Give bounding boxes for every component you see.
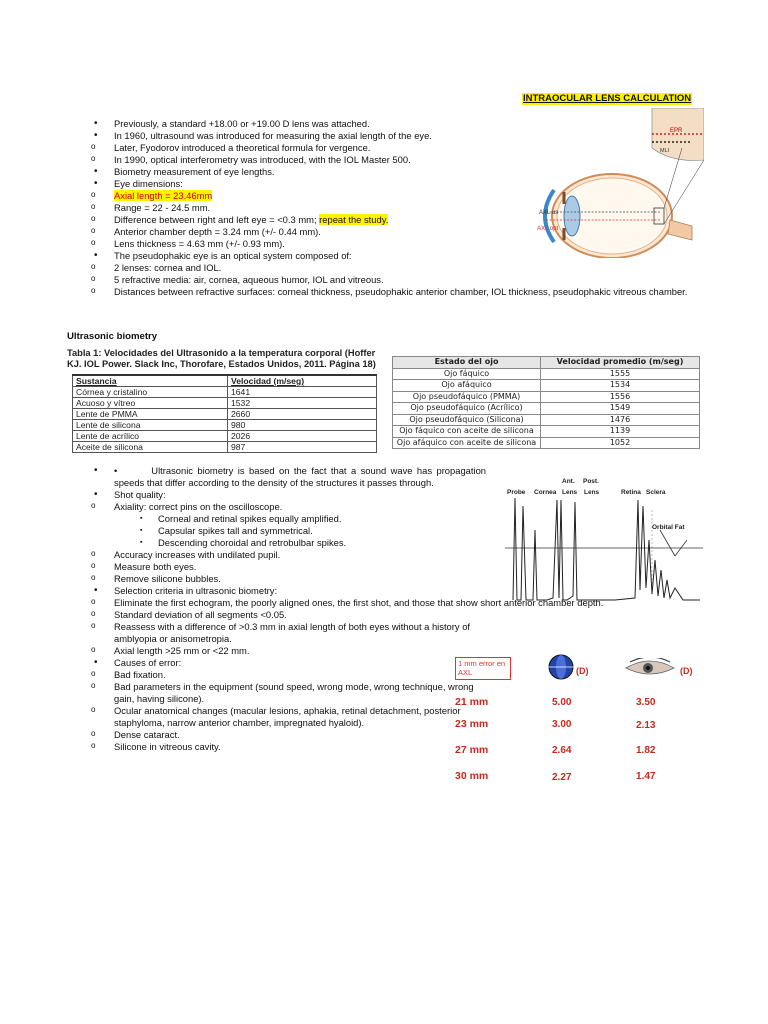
table-cell: 2026 xyxy=(228,431,377,442)
list-item xyxy=(90,465,486,489)
axl-value: 27 mm xyxy=(455,744,489,756)
mli-label: MLI xyxy=(660,148,670,154)
table-row xyxy=(393,368,700,380)
table-cell: Ojo fáquico xyxy=(393,368,541,380)
list-item: o Accuracy increases with undilated pupil. xyxy=(46,549,486,561)
list-item: o Axiality: correct pins on the oscilloscope. xyxy=(46,501,486,513)
table-header: Velocidad (m/seg) xyxy=(228,375,377,387)
list-item: o 2 lenses: cornea and IOL. xyxy=(46,262,702,274)
error-value: 2.64 xyxy=(552,745,572,756)
retina-label: Retina xyxy=(621,489,641,496)
error-value: 2.13 xyxy=(636,720,656,731)
list-item: o Measure both eyes. xyxy=(46,561,486,573)
table-row xyxy=(73,442,377,453)
list-item: o Eliminate the first echogram, the poorly aligned ones, the first shot, and those that show short anterior chamber depth. xyxy=(46,597,726,609)
list-item: ▪ Corneal and retinal spikes equally amplified. xyxy=(46,513,486,525)
table-cell: 1555 xyxy=(541,368,700,380)
epr-label: EPR xyxy=(670,128,683,134)
table-row xyxy=(393,380,700,392)
speed-table xyxy=(72,374,377,453)
table-row xyxy=(73,431,377,442)
ant-label: Ant. xyxy=(562,478,575,485)
error-value: 3.50 xyxy=(636,697,656,708)
ascan-echogram xyxy=(505,470,703,610)
eye-diagram xyxy=(532,108,704,258)
list-text: Ultrasonic biometry is based on the fact that a sound wave has propagation speeds that differ according to the density of the structures it passes through. xyxy=(114,465,486,488)
table-row xyxy=(393,403,700,415)
list-item: o Bad parameters in the equipment (sound speed, wrong mode, wrong technique, wrong gain, having silicone). xyxy=(46,681,484,705)
orbital-fat-label: Orbital Fat xyxy=(652,524,685,531)
list-item: • Biometry measurement of eye lengths. xyxy=(90,166,702,178)
list-item: • In 1960, ultrasound was introduced for measuring the axial length of the eye. xyxy=(90,130,702,142)
list-item: o Ocular anatomical changes (macular lesions, aphakia, retinal detachment, posterior staphyloma, narrow anterior chamber, impregnated hyaloid). xyxy=(46,705,484,729)
list-item: • Previously, a standard +18.00 or +19.00 D lens was attached. xyxy=(90,118,702,130)
error-box: 1 mm error en AXL xyxy=(455,657,511,680)
table-cell: Lente de acrílico xyxy=(73,431,228,442)
list-item: • Causes of error: xyxy=(90,657,486,669)
table-cell: Ojo afáquico con aceite de silicona xyxy=(393,437,541,449)
error-value: 1.82 xyxy=(636,745,656,756)
error-value: 3.00 xyxy=(552,719,572,730)
list-item: • Eye dimensions: xyxy=(90,178,702,190)
list-item: o Reassess with a difference of >0.3 mm in axial length of both eyes without a history of amblyopia or anisometropia. xyxy=(46,621,484,645)
table-header-row xyxy=(73,375,377,387)
table-row xyxy=(393,391,700,403)
list-item: o Dense cataract. xyxy=(46,729,486,741)
sclera-label: Sclera xyxy=(646,489,666,496)
list-item: o Lens thickness = 4.63 mm (+/- 0.93 mm). xyxy=(46,238,702,250)
list-bullet: • xyxy=(114,465,118,476)
table-cell: Acuoso y vítreo xyxy=(73,398,228,409)
page-title: INTRAOCULAR LENS CALCULATION xyxy=(523,93,692,104)
table-row xyxy=(73,387,377,398)
table-cell: 1532 xyxy=(228,398,377,409)
table-cell: Ojo pseudofáquico (Silicona) xyxy=(393,414,541,426)
table-cell: Ojo pseudofáquico (PMMA) xyxy=(393,391,541,403)
list-item: ▪ Capsular spikes tall and symmetrical. xyxy=(46,525,486,537)
table-row xyxy=(73,398,377,409)
cornea-label: Cornea xyxy=(534,489,557,496)
table-cell: 1556 xyxy=(541,391,700,403)
list-item: o Bad fixation. xyxy=(46,669,486,681)
list-item: o Range = 22 - 24.5 mm. xyxy=(46,202,702,214)
repeat-study-highlight: repeat the study. xyxy=(319,214,389,225)
axl-value: 23 mm xyxy=(455,718,489,730)
post-label: Post. xyxy=(583,478,599,485)
eye-state-table xyxy=(392,356,700,449)
table-row xyxy=(73,409,377,420)
lens2-label: Lens xyxy=(584,489,600,496)
list-item: • Shot quality: xyxy=(90,489,486,501)
axl-opt-label: AXL opt xyxy=(537,226,559,232)
table-row xyxy=(393,426,700,438)
list-item: o 5 refractive media: air, cornea, aqueous humor, IOL and vitreous. xyxy=(46,274,702,286)
diopter-label: (D) xyxy=(680,666,693,676)
list-item: ▪ Descending choroidal and retrobulbar spikes. xyxy=(46,537,486,549)
table-header: Estado del ojo xyxy=(393,357,541,369)
table-cell: 987 xyxy=(228,442,377,453)
error-value: 1.47 xyxy=(636,771,656,782)
axl-value: 30 mm xyxy=(455,770,489,782)
table-cell: 1641 xyxy=(228,387,377,398)
table-cell: Aceite de silicona xyxy=(73,442,228,453)
list-item: o Anterior chamber depth = 3.24 mm (+/- 0.44 mm). xyxy=(46,226,702,238)
diopter-label: (D) xyxy=(576,666,589,676)
axl-us-label: AXL us xyxy=(539,210,559,216)
list-item: o Standard deviation of all segments <0.05. xyxy=(46,609,486,621)
table-header: Sustancia xyxy=(73,375,228,387)
table-row xyxy=(393,414,700,426)
table-cell: Ojo fáquico con aceite de silicona xyxy=(393,426,541,438)
list-item: o Distances between refractive surfaces: corneal thickness, pseudophakic anterior chamber, IOL thickness, pseudophakic vitreous chamber. xyxy=(46,286,702,298)
error-value: 5.00 xyxy=(552,697,572,708)
table-cell: 1139 xyxy=(541,426,700,438)
section-heading: Ultrasonic biometry xyxy=(67,331,158,342)
table-cell: Ojo afáquico xyxy=(393,380,541,392)
table-cell: 980 xyxy=(228,420,377,431)
axl-value: 21 mm xyxy=(455,696,489,708)
eye-photo-icon xyxy=(624,658,676,678)
table-cell: 1476 xyxy=(541,414,700,426)
table-cell: 1534 xyxy=(541,380,700,392)
list-item: o Later, Fyodorov introduced a theoretical formula for vergence. xyxy=(46,142,702,154)
list-item: o Axial length >25 mm or <22 mm. xyxy=(46,645,486,657)
table-row xyxy=(393,437,700,449)
lens-label: Lens xyxy=(562,489,578,496)
table-header: Velocidad promedio (m/seg) xyxy=(541,357,700,369)
table-cell: Lente de silicona xyxy=(73,420,228,431)
table-cell: 1052 xyxy=(541,437,700,449)
axial-length-highlight: Axial length = 23.46mm xyxy=(114,190,213,201)
list-text: Difference between right and left eye = <0.3 mm; xyxy=(114,214,317,225)
table1-caption: Tabla 1: Velocidades del Ultrasonido a la temperatura corporal (Hoffer KJ. IOL Power. Slack Inc, Thorofare, Estados Unidos, 2011. Página 18) xyxy=(67,348,376,369)
table-cell: Córnea y cristalino xyxy=(73,387,228,398)
list-item: • Selection criteria in ultrasonic biometry: xyxy=(90,585,486,597)
list-item: o Silicone in vitreous cavity. xyxy=(46,741,486,753)
list-item: o Remove silicone bubbles. xyxy=(46,573,486,585)
table-cell: Ojo pseudofáquico (Acrílico) xyxy=(393,403,541,415)
table-cell: 2660 xyxy=(228,409,377,420)
table-cell: 1549 xyxy=(541,403,700,415)
list-item: o In 1990, optical interferometry was introduced, with the IOL Master 500. xyxy=(46,154,702,166)
error-value: 2.27 xyxy=(552,772,572,783)
probe-label: Probe xyxy=(507,489,526,496)
table-header-row xyxy=(393,357,700,369)
table-cell: Lente de PMMA xyxy=(73,409,228,420)
table-row xyxy=(73,420,377,431)
lens-icon xyxy=(544,652,580,682)
list-item: • The pseudophakic eye is an optical system composed of: xyxy=(90,250,702,262)
